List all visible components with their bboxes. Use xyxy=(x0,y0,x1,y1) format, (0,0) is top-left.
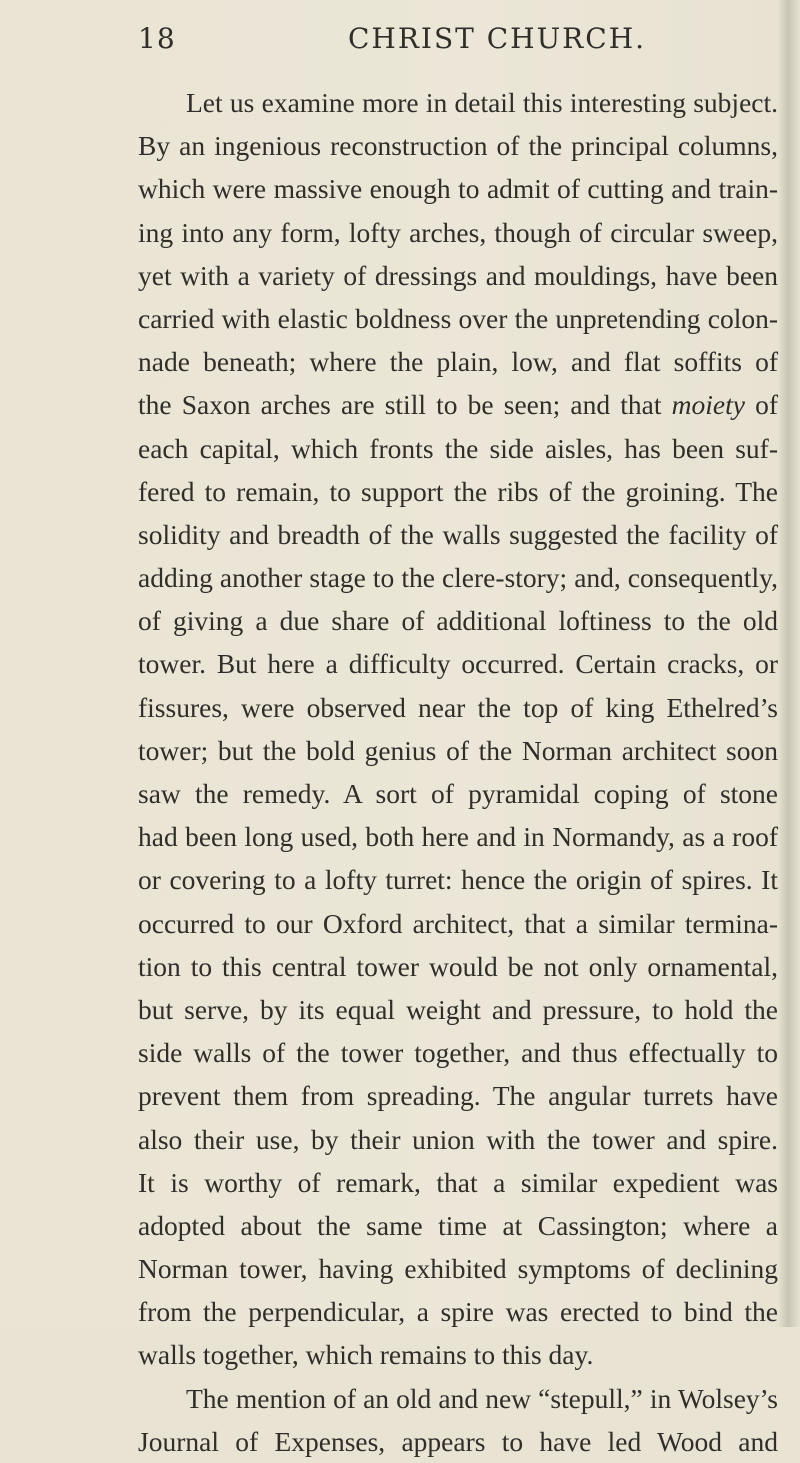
text-line: tower; but the bold genius of the Norman architect soon xyxy=(138,734,778,766)
text-line: but serve, by its equal weight and pressure, to hold the xyxy=(138,993,778,1025)
text-line: fered to remain, to support the ribs of the groining. The xyxy=(138,475,778,507)
text-line: The mention of an old and new “stepull,” in Wolsey’s xyxy=(186,1382,778,1414)
text-line: Let us examine more in detail this interesting subject. xyxy=(186,87,778,118)
text-line: also their use, by their union with the tower and spire. xyxy=(138,1123,778,1155)
text-line: side walls of the tower together, and thus effectually to xyxy=(138,1037,778,1069)
text-line: or covering to a lofty turret: hence the origin of spires. It xyxy=(138,864,778,896)
text-line: of giving a due share of additional loftiness to the old xyxy=(138,605,778,637)
text-line: occurred to our Oxford architect, that a similar termina- xyxy=(138,907,778,939)
text-line: adopted about the same time at Cassington; where a xyxy=(138,1209,778,1241)
text-line: adding another stage to the clere-story; and, consequently, xyxy=(138,562,778,594)
text-line: had been long used, both here and in Normandy, as a roof xyxy=(138,821,778,853)
text-line: saw the remedy. A sort of pyramidal coping of stone xyxy=(138,778,778,809)
text-line: nade beneath; where the plain, low, and flat soffits of xyxy=(138,346,778,378)
page-number: 18 xyxy=(138,22,176,55)
text-line: It is worthy of remark, that a similar expedient was xyxy=(138,1166,778,1198)
text-line: the Saxon arches are still to be seen; and that moiety of xyxy=(138,389,778,421)
paragraph-1 xyxy=(138,81,778,1377)
text-line: prevent them from spreading. The angular turrets have xyxy=(138,1080,778,1112)
text-line: from the perpendicular, a spire was erected to bind the xyxy=(138,1296,778,1328)
text-line: tower. But here a difficulty occurred. Certain cracks, or xyxy=(138,648,778,680)
running-title: CHRIST CHURCH. xyxy=(348,22,647,55)
text-line: carried with elastic boldness over the unpretending colon- xyxy=(138,302,778,334)
page-gutter-shadow xyxy=(778,0,800,1327)
text-line: By an ingenious reconstruction of the principal columns, xyxy=(138,130,778,162)
text-line: Norman tower, having exhibited symptoms of declining xyxy=(138,1253,778,1285)
paragraph-2 xyxy=(138,1377,778,1463)
text-line: Journal of Expenses, appears to have led Wood and xyxy=(138,1425,778,1457)
text-line: fissures, were observed near the top of king Ethelred’s xyxy=(138,691,778,723)
body-text xyxy=(138,81,778,1463)
text-line: walls together, which remains to this day. xyxy=(138,1339,594,1371)
text-line: ing into any form, lofty arches, though of circular sweep, xyxy=(138,216,778,248)
text-line: tion to this central tower would be not only ornamental, xyxy=(138,950,778,982)
text-line: which were massive enough to admit of cutting and train- xyxy=(138,173,778,205)
page-header xyxy=(138,22,778,68)
text-line: solidity and breadth of the walls suggested the facility of xyxy=(138,518,778,550)
text-line: each capital, which fronts the side aisles, has been suf- xyxy=(138,432,778,464)
text-line: yet with a variety of dressings and mouldings, have been xyxy=(138,259,778,291)
